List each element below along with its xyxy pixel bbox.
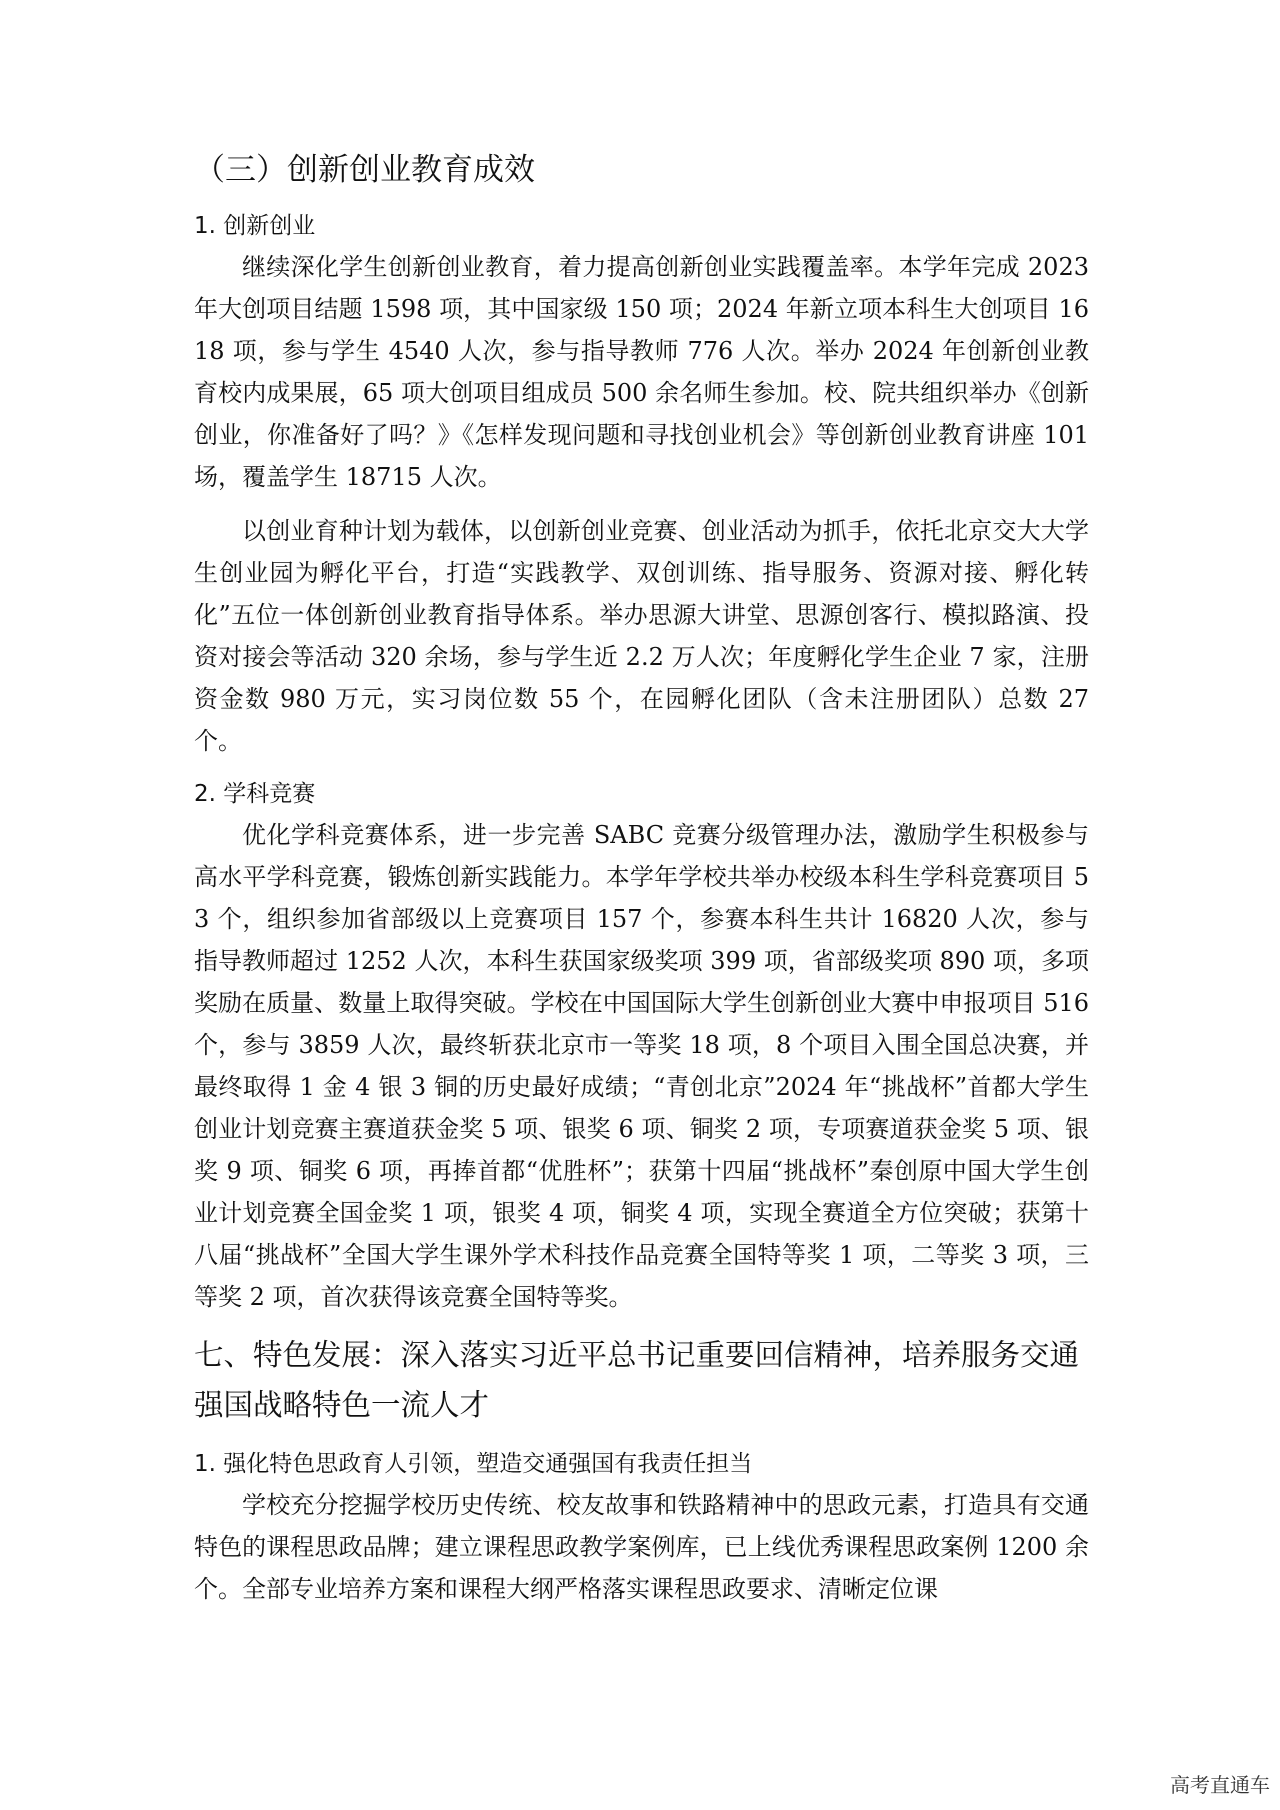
page-content bbox=[194, 148, 1089, 1622]
subheading-innovation-entrepreneurship: 1. 创新创业 bbox=[194, 213, 316, 239]
paragraph-competition-results: 优化学科竞赛体系，进一步完善 SABC 竞赛分级管理办法，激励学生积极参与高水平学科竞赛，锻炼创新实践能力。本学年学校共举办校级本科生学科竞赛项目 53 个，组织参加省部级以上竞赛项目 157 个，参赛本科生共计 16820 人次，参与指导教师超过 1252 人次，本科生获国家级奖项 399 项，省部级奖项 890 项，多项奖励在质量、数量上取得突破。学校在中国国际大学生创新创业大赛中申报项目 516 个，参与 3859 人次，最终斩获北京市一等奖 18 项，8 个项目入围全国总决赛，并最终取得 1 金 4 银 3 铜的历史最好成绩；“青创北京”2024 年“挑战杯”首都大学生创业计划竞赛主赛道获金奖 5 项、银奖 6 项、铜奖 2 项，专项赛道获金奖 5 项、银奖 9 项、铜奖 6 项，再捧首都“优胜杯”；获第十四届“挑战杯”秦创原中国大学生创业计划竞赛全国金奖 1 项，银奖 4 项，铜奖 4 项，实现全赛道全方位突破；获第十八届“挑战杯”全国大学生课外学术科技作品竞赛全国特等奖 1 项，二等奖 3 项，三等奖 2 项，首次获得该竞赛全国特等奖。 bbox=[194, 821, 1089, 1311]
paragraph-innovation-projects: 继续深化学生创新创业教育，着力提高创新创业实践覆盖率。本学年完成 2023 年大创项目结题 1598 项，其中国家级 150 项；2024 年新立项本科生大创项目 1618 项，参与学生 4540 人次，参与指导教师 776 人次。举办 2024 年创新创业教育校内成果展，65 项大创项目组成员 500 余名师生参加。校、院共组织举办《创新创业，你准备好了吗？》《怎样发现问题和寻找创业机会》等创新创业教育讲座 101 场，覆盖学生 18715 人次。 bbox=[194, 253, 1089, 491]
section-heading-innovation-outcomes: （三）创新创业教育成效 bbox=[194, 152, 535, 188]
paragraph-incubation-system: 以创业育种计划为载体，以创新创业竞赛、创业活动为抓手，依托北京交大大学生创业园为孵化平台，打造“实践教学、双创训练、指导服务、资源对接、孵化转化”五位一体创新创业教育指导体系。举办思源大讲堂、思源创客行、模拟路演、投资对接会等活动 320 余场，参与学生近 2.2 万人次；年度孵化学生企业 7 家，注册资金数 980 万元，实习岗位数 55 个，在园孵化团队（含未注册团队）总数 27 个。 bbox=[194, 517, 1089, 755]
subheading-ideological-education: 1. 强化特色思政育人引领，塑造交通强国有我责任担当 bbox=[194, 1451, 753, 1477]
watermark-label: 高考直通车 bbox=[1170, 1773, 1270, 1797]
chapter-heading-distinctive-development: 七、特色发展：深入落实习近平总书记重要回信精神，培养服务交通强国战略特色一流人才 bbox=[194, 1338, 1080, 1422]
subheading-subject-competitions: 2. 学科竞赛 bbox=[194, 781, 316, 807]
paragraph-course-ideology: 学校充分挖掘学校历史传统、校友故事和铁路精神中的思政元素，打造具有交通特色的课程思政品牌；建立课程思政教学案例库，已上线优秀课程思政案例 1200 余个。全部专业培养方案和课程大纲严格落实课程思政要求、清晰定位课 bbox=[194, 1491, 1089, 1603]
